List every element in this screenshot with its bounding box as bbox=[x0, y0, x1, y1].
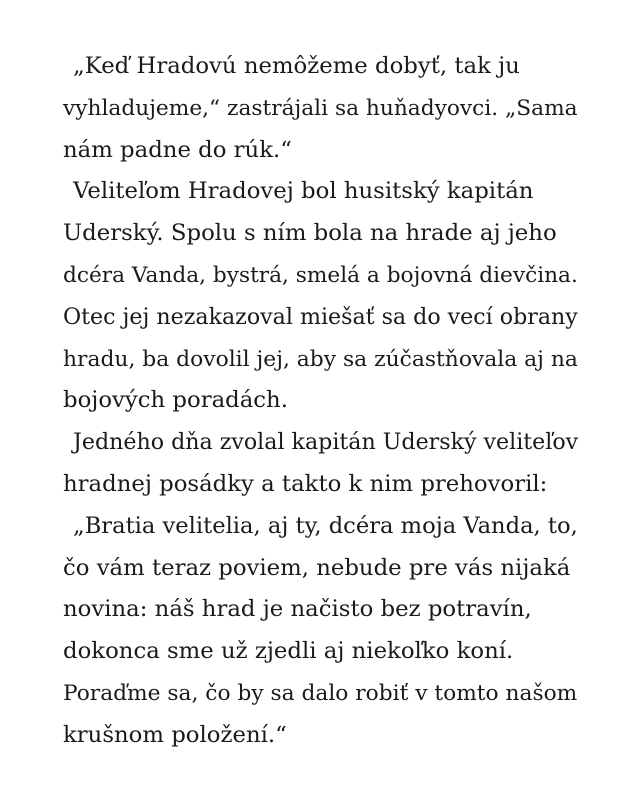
text-line: dcéra Vanda, bystrá, smelá a bojovná dievčina. bbox=[63, 262, 578, 288]
text-line: dokonca sme už zjedli aj niekoľko koní. bbox=[63, 638, 514, 665]
text-line: „Keď Hradovú nemôžeme dobyť, tak ju bbox=[73, 53, 520, 79]
text-line: hradu, ba dovolil jej, aby sa zúčastňovala aj na bbox=[63, 346, 578, 372]
text-line: Veliteľom Hradovej bol husitský kapitán bbox=[73, 178, 534, 205]
text-line: Poraďme sa, čo by sa dalo robiť v tomto našom bbox=[63, 680, 578, 706]
text-line: krušnom položení.“ bbox=[63, 721, 287, 748]
text-line: Uderský. Spolu s ním bola na hrade aj jeho bbox=[63, 220, 557, 247]
text-line: Otec jej nezakazoval miešať sa do vecí obrany bbox=[63, 303, 578, 330]
paragraph-1 bbox=[63, 46, 583, 171]
paragraph-4 bbox=[63, 506, 583, 757]
text-line: vyhladujeme,“ zastrájali sa huňadyovci. „Sama bbox=[63, 95, 578, 121]
text-line: hradnej posádky a takto k nim prehovoril: bbox=[63, 470, 548, 497]
text-line: novina: náš hrad je načisto bez potravín, bbox=[63, 596, 532, 623]
text-line: „Bratia velitelia, aj ty, dcéra moja Vanda, to, bbox=[73, 512, 578, 539]
paragraph-2 bbox=[63, 171, 583, 422]
text-line: čo vám teraz poviem, nebude pre vás nijaká bbox=[63, 554, 571, 581]
book-page bbox=[63, 46, 583, 757]
paragraph-3 bbox=[63, 422, 583, 506]
text-line: bojových poradách. bbox=[63, 387, 288, 414]
text-line: nám padne do rúk.“ bbox=[63, 136, 292, 163]
text-line: Jedného dňa zvolal kapitán Uderský veliteľov bbox=[73, 429, 579, 456]
